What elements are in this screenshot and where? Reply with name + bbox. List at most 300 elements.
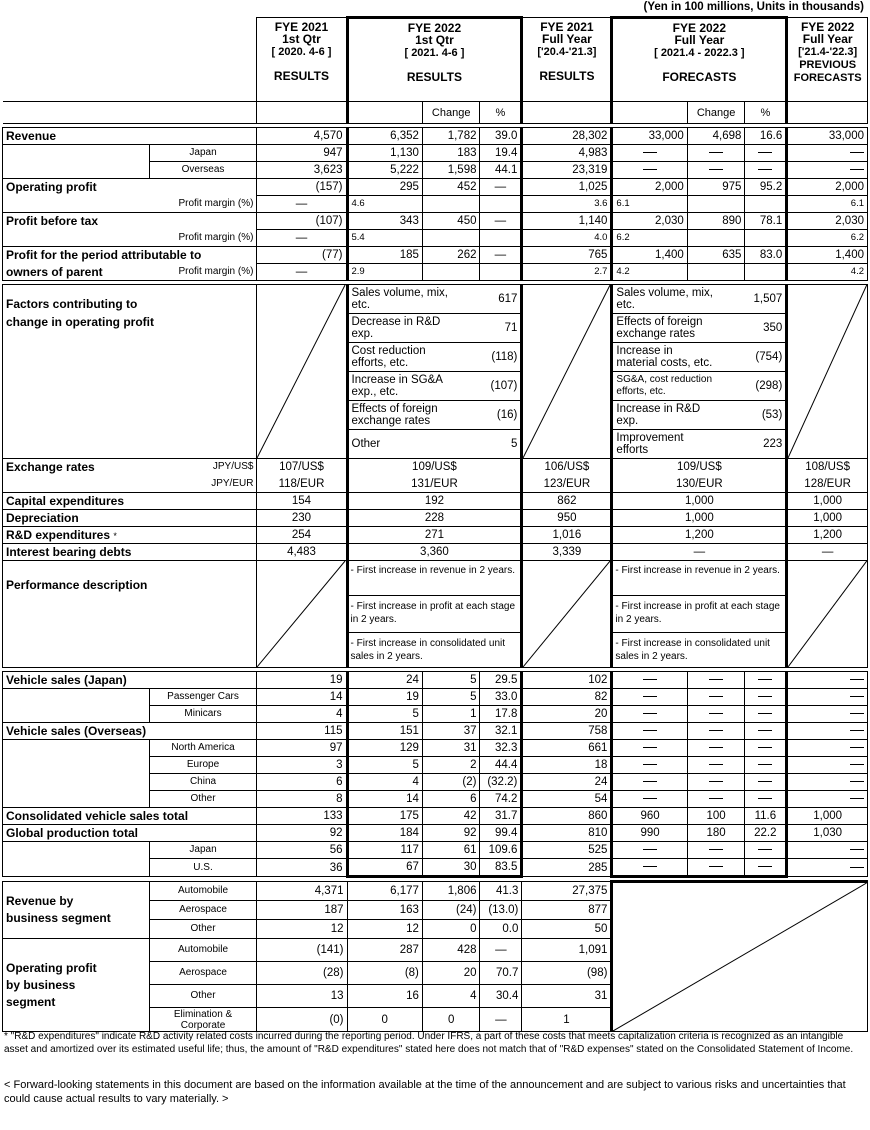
table-cell: 4,983 bbox=[522, 145, 612, 162]
table-cell: % bbox=[745, 102, 787, 124]
table-cell bbox=[687, 723, 745, 740]
table-cell: 187 bbox=[257, 901, 347, 920]
rnd-row bbox=[3, 527, 868, 544]
table-cell: 3,360 bbox=[347, 544, 522, 561]
dash-mark bbox=[850, 169, 864, 170]
table-cell: 39.0 bbox=[480, 128, 522, 145]
table-cell bbox=[745, 672, 787, 689]
dash-mark bbox=[709, 747, 723, 748]
production-us-row bbox=[3, 859, 868, 877]
table-cell: (107) bbox=[480, 372, 522, 401]
table-cell bbox=[612, 774, 687, 791]
table-cell bbox=[745, 264, 787, 281]
table-cell: 14 bbox=[347, 791, 422, 808]
dash-mark bbox=[758, 798, 772, 799]
change-header: Change bbox=[422, 102, 480, 124]
table-cell: Automobile bbox=[149, 939, 257, 962]
table-cell: 947 bbox=[257, 145, 347, 162]
table-cell bbox=[787, 689, 868, 706]
table-cell: (118) bbox=[480, 343, 522, 372]
table-cell: 183 bbox=[422, 145, 480, 162]
table-cell: 890 bbox=[687, 213, 745, 230]
table-cell: 223 bbox=[745, 430, 787, 459]
table-cell: Increase in SG&A exp., etc. bbox=[347, 372, 480, 401]
table-cell: — bbox=[480, 179, 522, 196]
forward-looking-statement: < Forward-looking statements in this document are based on the information available at the time of the announcement and are subject to various risks and uncertainties that could cause actual results to vary materially. > bbox=[4, 1079, 846, 1105]
table-cell: 99.4 bbox=[480, 825, 522, 842]
header-row bbox=[3, 18, 868, 102]
table-cell bbox=[687, 842, 745, 859]
dash-mark bbox=[709, 798, 723, 799]
table-cell: 36 bbox=[257, 859, 347, 877]
minicars-row bbox=[3, 706, 868, 723]
table-cell: Exchange rates bbox=[3, 459, 150, 476]
table-cell: 4.2 bbox=[787, 264, 868, 281]
table-cell: 1,000 bbox=[787, 493, 868, 510]
table-cell: 862 bbox=[522, 493, 612, 510]
table-cell: 28,302 bbox=[522, 128, 612, 145]
table-cell bbox=[612, 672, 687, 689]
table-cell: 1,000 bbox=[787, 510, 868, 527]
table-cell bbox=[612, 723, 687, 740]
table-cell: U.S. bbox=[149, 859, 257, 877]
table-cell: 5 bbox=[480, 430, 522, 459]
table-cell: 109.6 bbox=[480, 842, 522, 859]
dash-mark bbox=[758, 152, 772, 153]
table-cell: Operating profit bbox=[3, 179, 257, 196]
dash-mark bbox=[758, 866, 772, 867]
table-cell: 3 bbox=[257, 757, 347, 774]
table-cell: North America bbox=[149, 740, 257, 757]
subheader-row bbox=[3, 102, 868, 124]
table-cell: JPY/EUR bbox=[149, 476, 257, 493]
table-cell bbox=[687, 264, 745, 281]
table-cell: 6.2 bbox=[787, 230, 868, 247]
table-cell: 130/EUR bbox=[612, 476, 787, 493]
table-cell bbox=[3, 145, 150, 162]
table-cell bbox=[3, 689, 150, 706]
table-cell: 254 bbox=[257, 527, 347, 544]
table-cell: 83.0 bbox=[745, 247, 787, 264]
table-cell: — bbox=[480, 213, 522, 230]
table-cell: 32.1 bbox=[480, 723, 522, 740]
table-cell: Vehicle sales (Japan) bbox=[3, 672, 257, 689]
table-cell: 1,200 bbox=[787, 527, 868, 544]
pct-header: % bbox=[480, 102, 522, 124]
table-cell: 71 bbox=[480, 314, 522, 343]
table-cell: 175 bbox=[347, 808, 422, 825]
fx-usd-row bbox=[3, 459, 868, 476]
table-cell: 635 bbox=[687, 247, 745, 264]
table-cell bbox=[687, 740, 745, 757]
table-cell: 61 bbox=[422, 842, 480, 859]
revenue-overseas-row bbox=[3, 162, 868, 179]
table-cell: Consolidated vehicle sales total bbox=[3, 808, 257, 825]
table-cell: — bbox=[257, 196, 347, 213]
dash-mark bbox=[850, 713, 864, 714]
dash-mark bbox=[850, 764, 864, 765]
table-cell bbox=[522, 285, 612, 459]
global-production-row bbox=[3, 825, 868, 842]
table-cell bbox=[347, 102, 422, 124]
table-cell: 5.4 bbox=[347, 230, 422, 247]
table-cell: Interest bearing debts bbox=[3, 544, 257, 561]
table-cell: 67 bbox=[347, 859, 422, 877]
dash-mark bbox=[643, 730, 657, 731]
table-cell: 31 bbox=[422, 740, 480, 757]
table-cell: 2 bbox=[422, 757, 480, 774]
table-cell: 30 bbox=[422, 859, 480, 877]
table-cell: Global production total bbox=[3, 825, 257, 842]
table-cell: 133 bbox=[257, 808, 347, 825]
factors-label: Factors contributing to change in operating profit bbox=[3, 285, 257, 459]
table-cell bbox=[257, 102, 347, 124]
table-cell bbox=[422, 264, 480, 281]
table-cell: 2.7 bbox=[522, 264, 612, 281]
vehicle-sales-japan-row bbox=[3, 672, 868, 689]
performance-row bbox=[3, 561, 868, 668]
table-cell: 118/EUR bbox=[257, 476, 347, 493]
table-cell: 1,806 bbox=[422, 882, 480, 901]
pfp-margin-row bbox=[3, 264, 868, 281]
col-fy-2022-header: FYE 2022 Full Year [ 2021.4 - 2022.3 ] FORECASTS bbox=[612, 18, 787, 102]
dash-mark bbox=[709, 169, 723, 170]
table-cell bbox=[745, 230, 787, 247]
table-cell: 4,483 bbox=[257, 544, 347, 561]
table-cell: — bbox=[612, 544, 787, 561]
table-cell: Japan bbox=[149, 145, 257, 162]
dash-mark bbox=[643, 747, 657, 748]
dash-mark bbox=[850, 152, 864, 153]
table-cell: 50 bbox=[522, 920, 612, 939]
table-cell bbox=[257, 561, 347, 668]
table-cell bbox=[3, 18, 257, 102]
table-cell bbox=[612, 706, 687, 723]
table-cell: 131/EUR bbox=[347, 476, 522, 493]
table-cell: 6,177 bbox=[347, 882, 422, 901]
table-cell: 41.3 bbox=[480, 882, 522, 901]
table-cell bbox=[612, 145, 687, 162]
table-cell: Vehicle sales (Overseas) bbox=[3, 723, 257, 740]
revenue-row bbox=[3, 128, 868, 145]
table-cell: 350 bbox=[745, 314, 787, 343]
table-cell: 115 bbox=[257, 723, 347, 740]
table-cell: Cost reduction efforts, etc. bbox=[347, 343, 480, 372]
table-cell bbox=[3, 706, 150, 723]
table-cell: 5 bbox=[422, 689, 480, 706]
table-cell bbox=[787, 162, 868, 179]
table-cell: 128/EUR bbox=[787, 476, 868, 493]
table-cell: 30.4 bbox=[480, 985, 522, 1008]
table-cell: 287 bbox=[347, 939, 422, 962]
table-cell: 37 bbox=[422, 723, 480, 740]
table-cell: 106/US$ bbox=[522, 459, 612, 476]
table-cell: (107) bbox=[257, 213, 347, 230]
table-cell: 184 bbox=[347, 825, 422, 842]
table-cell: 765 bbox=[522, 247, 612, 264]
table-cell bbox=[745, 740, 787, 757]
col-q1-2022-header: FYE 2022 1st Qtr [ 2021. 4-6 ] RESULTS bbox=[347, 18, 522, 102]
europe-row bbox=[3, 757, 868, 774]
table-cell bbox=[787, 102, 868, 124]
table-cell: 2,030 bbox=[787, 213, 868, 230]
depreciation-row bbox=[3, 510, 868, 527]
table-cell bbox=[522, 561, 612, 668]
table-cell bbox=[787, 859, 868, 877]
table-cell: 1,400 bbox=[612, 247, 687, 264]
table-cell bbox=[612, 740, 687, 757]
table-cell: 18 bbox=[522, 757, 612, 774]
table-cell: 92 bbox=[422, 825, 480, 842]
dash-mark bbox=[850, 849, 864, 850]
table-cell bbox=[612, 859, 687, 877]
table-cell: 990 bbox=[612, 825, 687, 842]
table-cell: 33.0 bbox=[480, 689, 522, 706]
passenger-cars-row bbox=[3, 689, 868, 706]
capex-row bbox=[3, 493, 868, 510]
table-cell: R&D expenditures * bbox=[3, 527, 257, 544]
table-cell: Decrease in R&D exp. bbox=[347, 314, 480, 343]
table-cell: 54 bbox=[522, 791, 612, 808]
table-cell: 19.4 bbox=[480, 145, 522, 162]
table-cell bbox=[745, 723, 787, 740]
fx-eur-row bbox=[3, 476, 868, 493]
table-cell bbox=[787, 774, 868, 791]
table-cell: 4.0 bbox=[522, 230, 612, 247]
table-cell: 1,130 bbox=[347, 145, 422, 162]
dash-mark bbox=[709, 713, 723, 714]
table-cell: owners of parent bbox=[3, 264, 150, 281]
dash-mark bbox=[850, 730, 864, 731]
dash-mark bbox=[758, 679, 772, 680]
table-cell: 295 bbox=[347, 179, 422, 196]
table-cell: Aerospace bbox=[149, 901, 257, 920]
table-cell: - First increase in revenue in 2 years. - First increase in profit at each stage in 2 years. - First increase in consolidated unit sales in 2 years. bbox=[612, 561, 787, 668]
dash-mark bbox=[850, 781, 864, 782]
table-cell: Passenger Cars bbox=[149, 689, 257, 706]
table-cell: 17.8 bbox=[480, 706, 522, 723]
table-cell: - First increase in revenue in 2 years. - First increase in profit at each stage in 2 years. - First increase in consolidated unit sales in 2 years. bbox=[347, 561, 522, 668]
dash-mark bbox=[709, 849, 723, 850]
table-cell: (77) bbox=[257, 247, 347, 264]
table-cell: 109/US$ bbox=[347, 459, 522, 476]
table-cell: (298) bbox=[745, 372, 787, 401]
dash-mark bbox=[758, 781, 772, 782]
table-cell bbox=[745, 842, 787, 859]
table-cell: Profit for the period attributable to bbox=[3, 247, 257, 264]
table-cell: 6 bbox=[257, 774, 347, 791]
table-cell: 6 bbox=[422, 791, 480, 808]
table-cell bbox=[687, 230, 745, 247]
table-cell: 151 bbox=[347, 723, 422, 740]
table-cell: 452 bbox=[422, 179, 480, 196]
table-cell: 0.0 bbox=[480, 920, 522, 939]
table-cell: 2,000 bbox=[787, 179, 868, 196]
table-cell bbox=[687, 859, 745, 877]
table-cell: 2,030 bbox=[612, 213, 687, 230]
table-cell: — bbox=[480, 1008, 522, 1032]
china-row bbox=[3, 774, 868, 791]
table-cell bbox=[480, 230, 522, 247]
table-cell bbox=[612, 791, 687, 808]
table-cell: 117 bbox=[347, 842, 422, 859]
table-cell bbox=[3, 791, 150, 808]
diag-cell bbox=[257, 285, 347, 459]
table-cell: (28) bbox=[257, 962, 347, 985]
table-cell: 0 bbox=[347, 1008, 422, 1032]
table-cell: 1,016 bbox=[522, 527, 612, 544]
table-cell: 70.7 bbox=[480, 962, 522, 985]
table-cell: 262 bbox=[422, 247, 480, 264]
table-cell: 24 bbox=[522, 774, 612, 791]
table-cell: 877 bbox=[522, 901, 612, 920]
table-cell bbox=[745, 162, 787, 179]
table-cell: 16 bbox=[347, 985, 422, 1008]
table-cell: (2) bbox=[422, 774, 480, 791]
table-cell: 42 bbox=[422, 808, 480, 825]
table-cell: Capital expenditures bbox=[3, 493, 257, 510]
table-cell: 4,371 bbox=[257, 882, 347, 901]
dash-mark bbox=[709, 866, 723, 867]
operating-margin-row bbox=[3, 196, 868, 213]
table-cell bbox=[687, 757, 745, 774]
table-cell: 24 bbox=[347, 672, 422, 689]
table-cell: 758 bbox=[522, 723, 612, 740]
table-cell: 33,000 bbox=[612, 128, 687, 145]
table-cell bbox=[787, 706, 868, 723]
dash-mark bbox=[850, 747, 864, 748]
dash-mark bbox=[709, 781, 723, 782]
table-cell: 0 bbox=[422, 920, 480, 939]
table-cell: 661 bbox=[522, 740, 612, 757]
table-cell: 428 bbox=[422, 939, 480, 962]
table-cell: 31.7 bbox=[480, 808, 522, 825]
dash-mark bbox=[709, 730, 723, 731]
revenue-segment-label: Revenue by business segment bbox=[3, 882, 150, 939]
pbt-margin-row bbox=[3, 230, 868, 247]
table-cell: 1,000 bbox=[612, 510, 787, 527]
table-cell bbox=[687, 706, 745, 723]
table-cell: Other bbox=[149, 985, 257, 1008]
dash-mark bbox=[850, 867, 864, 868]
table-cell: 2,000 bbox=[612, 179, 687, 196]
table-cell bbox=[3, 162, 150, 179]
dash-mark bbox=[643, 781, 657, 782]
table-cell: (98) bbox=[522, 962, 612, 985]
table-cell: — bbox=[480, 939, 522, 962]
table-cell: 12 bbox=[257, 920, 347, 939]
dash-mark bbox=[643, 866, 657, 867]
table-cell: 22.2 bbox=[745, 825, 787, 842]
table-cell bbox=[745, 196, 787, 213]
table-cell: 1,598 bbox=[422, 162, 480, 179]
table-cell: 154 bbox=[257, 493, 347, 510]
table-cell bbox=[522, 102, 612, 124]
table-cell: — bbox=[480, 247, 522, 264]
dash-mark bbox=[709, 696, 723, 697]
table-cell: 11.6 bbox=[745, 808, 787, 825]
table-cell bbox=[3, 757, 150, 774]
table-cell: Change bbox=[687, 102, 745, 124]
dash-mark bbox=[758, 849, 772, 850]
table-cell: 33,000 bbox=[787, 128, 868, 145]
table-cell: Aerospace bbox=[149, 962, 257, 985]
table-cell: Japan bbox=[149, 842, 257, 859]
dash-mark bbox=[643, 849, 657, 850]
table-cell: 525 bbox=[522, 842, 612, 859]
table-cell: JPY/US$ bbox=[149, 459, 257, 476]
dash-mark bbox=[643, 679, 657, 680]
table-cell: Effects of foreign exchange rates bbox=[347, 401, 480, 430]
table-cell bbox=[787, 791, 868, 808]
table-cell: 1,507 bbox=[745, 285, 787, 314]
table-cell: Increase in R&D exp. bbox=[612, 401, 745, 430]
table-cell bbox=[612, 689, 687, 706]
col-prev-forecast-header: FYE 2022 Full Year ['21.4-'22.3] PREVIOUS FORECASTS bbox=[787, 18, 868, 102]
table-cell: 1 bbox=[422, 706, 480, 723]
table-cell: 12 bbox=[347, 920, 422, 939]
table-cell: 83.5 bbox=[480, 859, 522, 877]
table-cell bbox=[745, 859, 787, 877]
table-cell: 3.6 bbox=[522, 196, 612, 213]
table-cell bbox=[3, 102, 257, 124]
col-q1-2021-header: FYE 2021 1st Qtr [ 2020. 4-6 ] RESULTS bbox=[257, 18, 347, 102]
table-cell: 74.2 bbox=[480, 791, 522, 808]
table-cell: SG&A, cost reduction efforts, etc. bbox=[612, 372, 745, 401]
table-cell: 16.6 bbox=[745, 128, 787, 145]
table-cell bbox=[787, 561, 868, 668]
table-cell: Minicars bbox=[149, 706, 257, 723]
table-cell: 29.5 bbox=[480, 672, 522, 689]
table-cell bbox=[745, 145, 787, 162]
table-cell bbox=[745, 791, 787, 808]
table-cell: 4.2 bbox=[612, 264, 687, 281]
table-cell: Profit margin (%) bbox=[3, 230, 257, 247]
table-cell: 1,140 bbox=[522, 213, 612, 230]
table-cell: 8 bbox=[257, 791, 347, 808]
table-cell: 129 bbox=[347, 740, 422, 757]
dash-mark bbox=[850, 798, 864, 799]
table-cell: 192 bbox=[347, 493, 522, 510]
table-cell: (8) bbox=[347, 962, 422, 985]
table-cell: 109/US$ bbox=[612, 459, 787, 476]
table-cell: 5,222 bbox=[347, 162, 422, 179]
table-cell: Sales volume, mix, etc. bbox=[612, 285, 745, 314]
table-cell: Effects of foreign exchange rates bbox=[612, 314, 745, 343]
table-cell: China bbox=[149, 774, 257, 791]
revenue-segment-automobile-row bbox=[3, 882, 868, 901]
table-cell: 228 bbox=[347, 510, 522, 527]
table-cell: — bbox=[257, 264, 347, 281]
table-cell: 860 bbox=[522, 808, 612, 825]
dash-mark bbox=[758, 747, 772, 748]
table-cell: (32.2) bbox=[480, 774, 522, 791]
table-cell: 3,623 bbox=[257, 162, 347, 179]
table-cell: 230 bbox=[257, 510, 347, 527]
financial-summary-table bbox=[2, 16, 868, 1032]
table-cell: Profit margin (%) bbox=[3, 196, 257, 213]
table-cell: 95.2 bbox=[745, 179, 787, 196]
table-cell: 2.9 bbox=[347, 264, 422, 281]
table-cell: 617 bbox=[480, 285, 522, 314]
table-cell bbox=[3, 842, 150, 859]
table-cell: 4,698 bbox=[687, 128, 745, 145]
table-cell: 6,352 bbox=[347, 128, 422, 145]
table-cell: Profit before tax bbox=[3, 213, 257, 230]
profit-before-tax-row bbox=[3, 213, 868, 230]
table-cell: 31 bbox=[522, 985, 612, 1008]
table-cell: Increase in material costs, etc. bbox=[612, 343, 745, 372]
